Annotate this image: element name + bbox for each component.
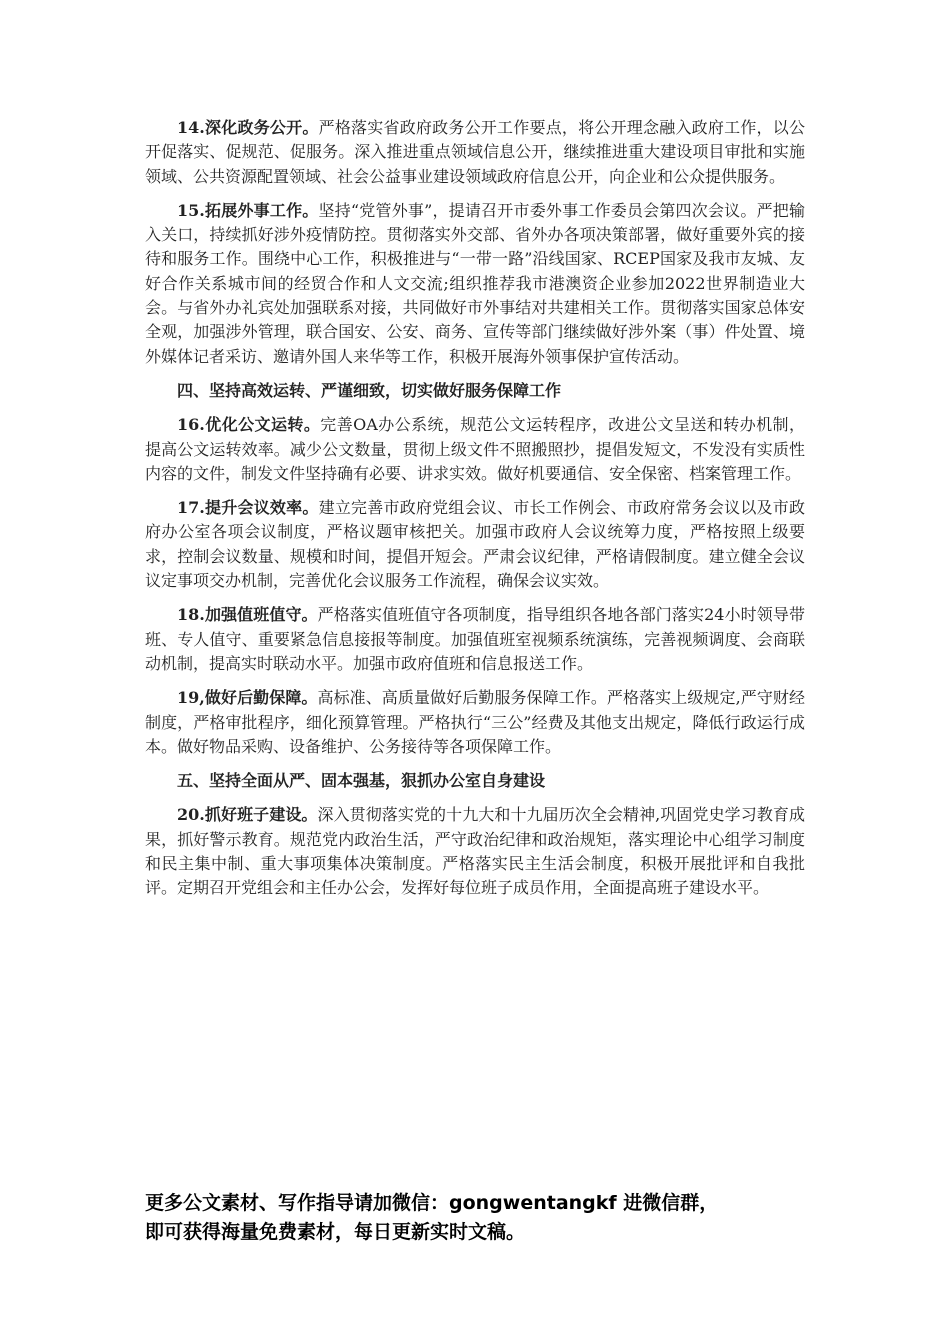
item-19-text: 高标准、高质量做好后勤服务保障工作。严格落实上级规定,严守财经制度，严格审批程序，细化预算管理。严格执行“三公”经费及其他支出规定，降低行政运行成本。做好物品采购、设备维护、公务接待等各项保障工作。 xyxy=(145,688,805,756)
promo-line-1: 更多公文素材、写作指导请加微信：gongwentangkf 进微信群， xyxy=(145,1192,719,1214)
item-19 xyxy=(145,686,805,759)
item-18-lead: 18.加强值班值守。 xyxy=(177,605,318,625)
item-18-text: 严格落实值班值守各项制度，指导组织各地各部门落实24小时领导带班、专人值守、重要紧急信息接报等制度。加强值班室视频系统演练，完善视频调度、会商联动机制，提高实时联动水平。加强市政府值班和信息报送工作。 xyxy=(145,605,805,673)
document-body xyxy=(145,116,805,911)
item-14 xyxy=(145,116,805,189)
promo-footer xyxy=(145,1189,835,1247)
item-17-lead: 17.提升会议效率。 xyxy=(177,498,319,518)
section-5-heading: 五、坚持全面从严、固本强基，狠抓办公室自身建设 xyxy=(177,771,546,791)
item-19-lead: 19,做好后勤保障。 xyxy=(177,688,318,708)
promo-line-2: 即可获得海量免费素材，每日更新实时文稿。 xyxy=(145,1221,526,1243)
item-18 xyxy=(145,603,805,676)
item-17-text: 建立完善市政府党组会议、市长工作例会、市政府常务会议以及市政府办公室各项会议制度，严格议题审核把关。加强市政府人会议统筹力度，严格按照上级要求，控制会议数量、规模和时间，提倡开短会。严肃会议纪律，严格请假制度。建立健全会议议定事项交办机制，完善优化会议服务工作流程，确保会议实效。 xyxy=(145,498,805,591)
item-15-text: 坚持“党管外事”，提请召开市委外事工作委员会第四次会议。严把输入关口，持续抓好涉外疫情防控。贯彻落实外交部、省外办各项决策部署，做好重要外宾的接待和服务工作。围绕中心工作，积极推进与“一带一路”沿线国家、RCEP国家及我市友城、友好合作关系城市间的经贸合作和人文交流;组织推荐我市港澳资企业参加2022世界制造业大会。与省外办礼宾处加强联系对接，共同做好市外事结对共建相关工作。贯彻落实国家总体安全观，加强涉外管理，联合国安、公安、商务、宣传等部门继续做好涉外案（事）件处置、境外媒体记者采访、邀请外国人来华等工作，积极开展海外领事保护宣传活动。 xyxy=(145,200,805,366)
item-16-lead: 16.优化公文运转。 xyxy=(177,415,321,435)
item-16-text: 完善OA办公系统，规范公文运转程序，改进公文呈送和转办机制，提高公文运转效率。减少公文数量，贯彻上级文件不照搬照抄，提倡发短文，不发没有实质性内容的文件，制发文件坚持确有必要、讲求实效。做好机要通信、安全保密、档案管理工作。 xyxy=(145,415,805,483)
section-4-heading: 四、坚持高效运转、严谨细致，切实做好服务保障工作 xyxy=(177,380,562,400)
item-20 xyxy=(145,803,805,900)
item-15-lead: 15.拓展外事工作。 xyxy=(177,200,319,220)
item-20-lead: 20.抓好班子建设。 xyxy=(177,805,318,825)
item-16 xyxy=(145,413,805,486)
item-15 xyxy=(145,199,805,369)
item-14-text: 严格落实省政府政务公开工作要点，将公开理念融入政府工作，以公开促落实、促规范、促服务。深入推进重点领域信息公开，继续推进重大建设项目审批和实施领域、公共资源配置领域、社会公益事业建设领域政府信息公开，向企业和公众提供服务。 xyxy=(145,118,805,186)
item-20-text: 深入贯彻落实党的十九大和十九届历次全会精神,巩固党史学习教育成果，抓好警示教育。规范党内政治生活，严守政治纪律和政治规矩，落实理论中心组学习制度和民主集中制、重大事项集体决策制度。严格落实民主生活会制度，积极开展批评和自我批评。定期召开党组会和主任办公会，发挥好每位班子成员作用，全面提高班子建设水平。 xyxy=(145,805,805,898)
item-14-lead: 14.深化政务公开。 xyxy=(177,118,319,137)
item-17 xyxy=(145,496,805,593)
